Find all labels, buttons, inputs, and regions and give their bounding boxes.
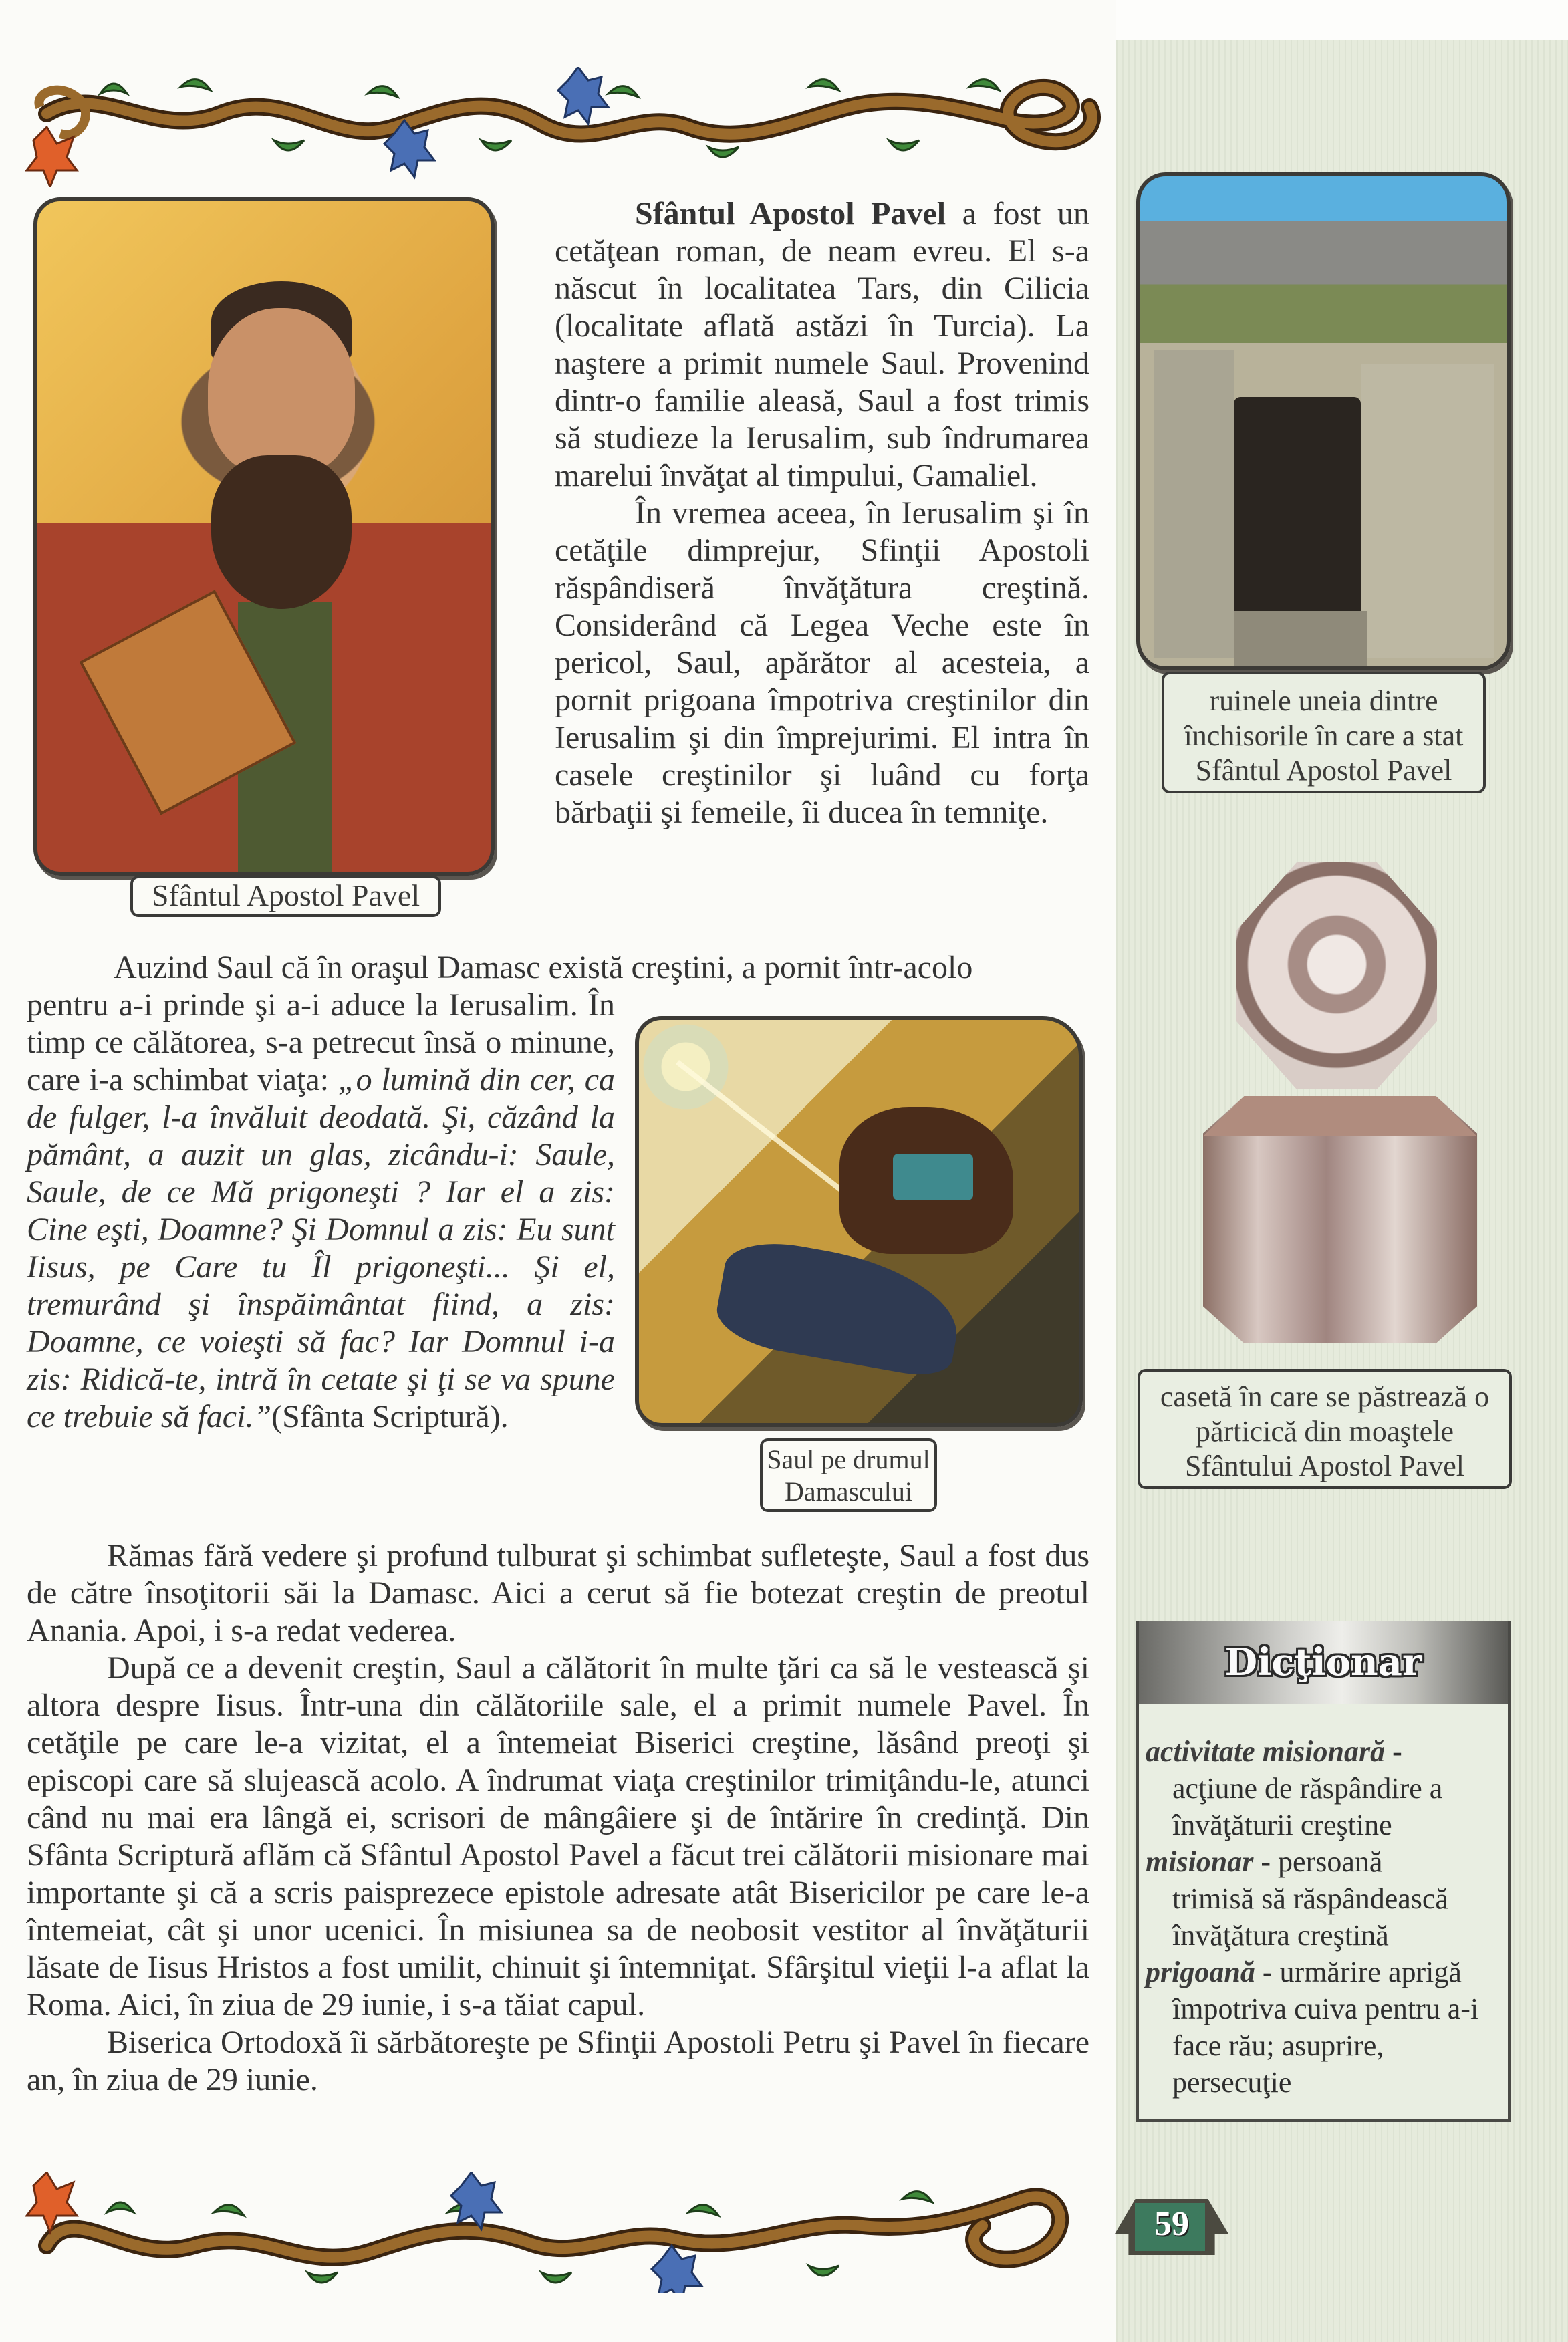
stone-wall-left: [1154, 350, 1234, 658]
reliquary-band-shape: [1203, 1096, 1477, 1136]
dictionary-box: [1136, 1621, 1511, 2122]
saddle-shape: [893, 1154, 973, 1200]
vine-ornament-bottom-icon: [20, 2172, 1116, 2293]
dictionary-header: [1139, 1621, 1508, 1704]
paragraph-2: În vremea aceea, în Ierusalim şi în cetăţile dimprejur, Sfinţii Apostoli răspândiseră învăţătura creştină. Considerând că Legea Veche este în pericol, Saul, apărător al acesteia, a pornit prigoana împotriva creştinilor din Ierusalim şi din împrejurimi. El intra în casele creştinilor şi luând cu forţa bărbaţii şi femeile, îi ducea în temniţe.: [555, 495, 1089, 830]
doorway-shape: [1234, 397, 1361, 618]
page-number-badge: [1115, 2199, 1228, 2255]
paragraph-3-body: [27, 987, 615, 1436]
saint-paul-icon-image: [33, 197, 495, 876]
paragraph-3-first-line: Auzind Saul că în oraşul Damasc există creştini, a pornit într-acolo: [114, 950, 973, 985]
paragraph-6: Biserica Ortodoxă îi sărbătoreşte pe Sfinţii Apostoli Petru şi Pavel în fiecare an, în ziua de 29 iunie.: [27, 2025, 1089, 2097]
steps-shape: [1234, 611, 1367, 670]
closing-text-block: [27, 1537, 1089, 2099]
ruins-caption: ruinele uneia dintre închisorile în care a stat Sfântul Apostol Pavel: [1162, 672, 1486, 793]
paragraph-3-text: pentru a-i prinde şi a-i aduce la Ierusalim. În timp ce călătorea, s-a petrecut însă o minune, care i-a schimbat viaţa:: [27, 987, 615, 1097]
vine-ornament-top-icon: [20, 67, 1116, 187]
dictionary-entry: misionar - persoană trimisă să răspândească învăţătura creştină: [1146, 1845, 1448, 1952]
beard-shape: [211, 455, 352, 609]
scripture-source: (Sfânta Scriptură).: [271, 1399, 509, 1434]
scripture-quote: „o lumină din cer, ca de fulger, l-a învăluit deodată. Şi, căzând la pământ, a auzit un glas, zicându-i: Saule, Saule, de ce Mă prigoneşti ? Iar el a zis: Cine eşti, Doamne? Şi Domnul a zis: Eu sunt Iisus, pe Care tu Îl prigoneşti... Şi el, tremurând şi înspăimântat fiind, a zis: Doamne, ce voieşti să fac? Iar Domnul i-a zis: Ridică-te, intră în cetate şi ţi se va spune ce trebuie să faci.”: [27, 1062, 616, 1434]
saul-road-damascus-image: [635, 1016, 1083, 1427]
damascus-caption: Saul pe drumul Damascului: [760, 1438, 937, 1512]
paragraph-1: a fost un cetăţean roman, de neam evreu. El s-a născut în localitatea Tars, din Cilicia (localitate aflată astăzi în Turcia). La naştere a primit numele Saul. Provenind dintr-o familie aleasă, Saul a fost trimis să studieze la Ierusalim, sub îndrumarea marelui învăţat al timpului, Gamaliel.: [555, 196, 1090, 493]
light-ray-shape: [676, 1060, 847, 1196]
dictionary-entry: prigoană - urmărire aprigă împotriva cuiva pentru a-i face rău; asuprire, persecuţie: [1146, 1956, 1479, 2099]
reliquary-caption: casetă în care se păstrează o părticică din moaştele Sfântului Apostol Pavel: [1138, 1369, 1512, 1489]
page-number: 59: [1154, 2205, 1189, 2243]
stone-wall-right: [1361, 364, 1494, 658]
prison-ruins-photo: [1136, 172, 1511, 670]
reliquary-casket-photo: [1190, 856, 1490, 1350]
paragraph-4: Rămas fără vedere şi profund tulburat şi schimbat sufleteşte, Saul a fost dus de către însoţitorii săi la Damasc. Aici a cerut să fie botezat creştin de preotul Anania. Apoi, i s-a redat vederea.: [27, 1538, 1089, 1648]
face-shape: [208, 308, 355, 475]
reliquary-lid-shape: [1236, 862, 1437, 1089]
dictionary-title: Dicţionar: [1224, 1640, 1422, 1684]
paragraph-5: După ce a devenit creştin, Saul a călătorit în multe ţări ca să le vestească şi altora despre Iisus. Într-una din călătoriile sale, el a primit numele Pavel. În cetăţile pe care le-a vizitat, el a întemeiat Biserici creştine, lăsând preoţi şi episcopi care să slujească acolo. A îndrumat viaţa creştinilor trimiţându-le, atunci când nu mai era lângă ei, scrisori de mângâiere şi de întărire în credinţă. Din Sfânta Scriptură aflăm că Sfântul Apostol Pavel a făcut trei călătorii misionare mai importante şi că a scris paisprezece epistole adresate atât Bisericilor pe care le-a întemeiat, cât şi unor ucenici. În misiunea sa de neobosit vestitor al învăţăturii lăsate de Iisus Hristos a fost umilit, chinuit şi întemniţat. Sfârşitul vieţii l-a aflat la Roma. Aici, în ziua de 29 iunie, i s-a tăiat capul.: [27, 1650, 1089, 2023]
dictionary-entries: [1139, 1704, 1508, 2101]
fallen-man-shape: [712, 1234, 967, 1381]
portrait-caption: Sfântul Apostol Pavel: [130, 876, 441, 917]
intro-text-block: [555, 195, 1089, 831]
saint-name-bold: Sfântul Apostol Pavel: [635, 196, 946, 231]
dictionary-entry: activitate misionară - acţiune de răspândire a învăţăturii creştine: [1146, 1735, 1443, 1841]
